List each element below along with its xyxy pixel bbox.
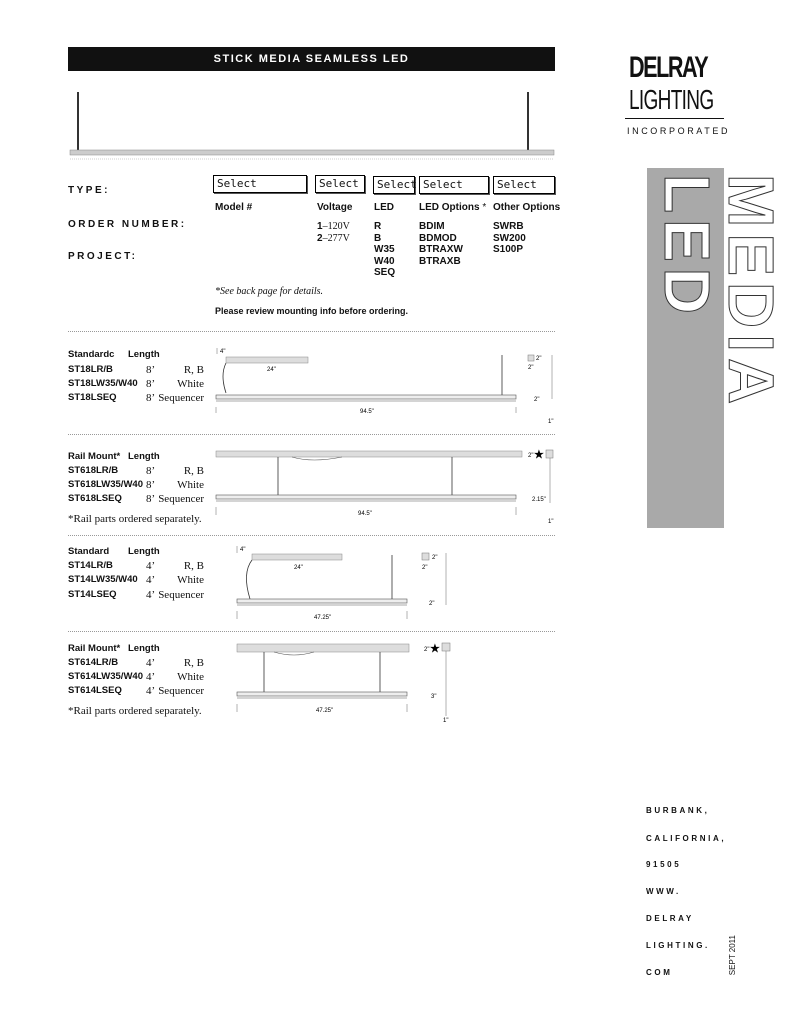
order-number-label: ORDER NUMBER: <box>68 219 187 230</box>
led-heading: LED <box>374 202 394 213</box>
dim-side-c: 3" <box>431 694 437 700</box>
other-options-item: SWRB <box>493 221 524 232</box>
divider <box>68 331 555 332</box>
other-options-list <box>493 221 526 256</box>
dim-bottom: 1" <box>443 718 449 724</box>
led-options-item: BDIM <box>419 221 445 232</box>
fixture-diagram-4ft-standard <box>234 543 464 623</box>
led-option: SEQ <box>374 267 396 278</box>
led-options-item: BDMOD <box>419 232 457 244</box>
dim-side-a: 2" <box>432 555 438 561</box>
dim-top: 4" <box>220 349 226 355</box>
side-band-text: MEDIA LED <box>651 174 787 408</box>
table-row: ST618LW35/W40 8’ White <box>68 479 204 491</box>
table-row: ST614LSEQ 4’ Sequencer <box>68 685 204 697</box>
section-heading-standard-4: Standard Length <box>68 546 160 557</box>
table-row: ST18LW35/W40 8’ White <box>68 378 204 390</box>
table-row: ST614LR/B 4’ R, B <box>68 657 204 669</box>
other-options-heading: Other Options <box>493 202 561 213</box>
print-date: SEPT 2011 <box>728 935 737 976</box>
voltage-heading: Voltage <box>317 202 353 213</box>
table-row: ST18LSEQ 8’ Sequencer <box>68 392 204 404</box>
star-icon: ★ <box>534 449 544 461</box>
address-line: CALIFORNIA, <box>646 834 727 843</box>
voltage-option: 1–120V <box>317 221 350 232</box>
dim-cable: 24" <box>267 367 276 373</box>
section-heading-rail-8: Rail Mount* Length <box>68 451 160 462</box>
divider <box>68 631 555 632</box>
rail-note: *Rail parts ordered separately. <box>68 513 202 525</box>
logo-line3: INCORPORATED <box>627 126 731 136</box>
dim-side-c: 2.15" <box>532 497 546 503</box>
table-row: ST18LR/B 8’ R, B <box>68 364 204 376</box>
led-options-list <box>419 221 463 267</box>
side-band <box>647 168 787 528</box>
dim-overall: 47.25" <box>314 615 332 621</box>
voltage-list <box>317 221 350 244</box>
address-line: WWW. <box>646 887 681 896</box>
table-row: ST14LW35/W40 4’ White <box>68 574 204 586</box>
address-line: 91505 <box>646 860 682 869</box>
fixture-diagram-4ft-rail <box>234 640 464 725</box>
page-title: STICK MEDIA SEAMLESS LED <box>68 47 555 71</box>
table-row: ST14LR/B 4’ R, B <box>68 560 204 572</box>
project-label: PROJECT: <box>68 251 138 262</box>
back-page-note: *See back page for details. <box>215 286 324 297</box>
dim-overall: 94.5" <box>360 409 374 415</box>
led-options-select[interactable]: Select <box>419 176 489 194</box>
logo-line2: LIGHTING <box>629 84 714 115</box>
type-label: TYPE: <box>68 185 110 196</box>
model-select[interactable]: Select <box>213 175 307 193</box>
voltage-option: 2–277V <box>317 232 350 244</box>
other-options-select[interactable]: Select <box>493 176 555 194</box>
fixture-diagram-8ft-rail <box>212 447 562 529</box>
other-options-item: S100P <box>493 244 524 255</box>
dim-bottom: 1" <box>548 419 554 425</box>
delray-logo <box>625 47 731 145</box>
dim-cable: 24" <box>294 565 303 571</box>
dim-side-a: 2" <box>528 453 534 459</box>
mounting-note: Please review mounting info before ordering. <box>215 306 409 316</box>
led-options-item: BTRAXB <box>419 255 461 267</box>
address-line: BURBANK, <box>646 806 710 815</box>
led-select[interactable]: Select <box>373 176 415 194</box>
dim-side-a: 2" <box>424 647 430 653</box>
led-option: R <box>374 221 382 232</box>
table-row: ST614LW35/W40 4’ White <box>68 671 204 683</box>
rail-note: *Rail parts ordered separately. <box>68 705 202 717</box>
dim-side-b: 2" <box>528 365 534 371</box>
address-line: DELRAY <box>646 914 694 923</box>
dim-bottom: 1" <box>548 519 554 525</box>
dim-overall: 47.25" <box>316 708 334 714</box>
dim-side-c: 2" <box>534 397 540 403</box>
address-line: LIGHTING. <box>646 941 710 950</box>
led-options-item: BTRAXW <box>419 244 463 255</box>
fixture-diagram-8ft-standard <box>212 345 562 427</box>
table-row: ST14LSEQ 4’ Sequencer <box>68 589 204 601</box>
section-heading-standard-8: Standardc Length <box>68 349 160 360</box>
voltage-select[interactable]: Select <box>315 175 365 193</box>
address-line: COM <box>646 968 673 977</box>
dim-side-a: 2" <box>536 356 542 362</box>
dim-side-c: 2" <box>429 601 435 607</box>
section-heading-rail-4: Rail Mount* Length <box>68 643 160 654</box>
led-option: B <box>374 232 382 244</box>
led-options-heading: LED Options * <box>419 202 487 213</box>
led-option: W35 <box>374 244 395 255</box>
dim-overall: 94.5" <box>358 511 372 517</box>
table-row: ST618LR/B 8’ R, B <box>68 465 204 477</box>
table-row: ST618LSEQ 8’ Sequencer <box>68 493 204 505</box>
divider <box>68 535 555 536</box>
star-icon: ★ <box>430 643 440 655</box>
fixture-drawing-top <box>68 88 558 163</box>
led-list <box>374 221 395 279</box>
dim-top: 4" <box>240 547 246 553</box>
led-option: W40 <box>374 255 395 267</box>
divider <box>68 434 555 435</box>
logo-line1: DELRAY <box>629 51 708 84</box>
other-options-item: SW200 <box>493 232 526 244</box>
logo-rule <box>625 118 724 119</box>
model-heading: Model # <box>215 202 253 213</box>
dim-side-b: 2" <box>422 565 428 571</box>
